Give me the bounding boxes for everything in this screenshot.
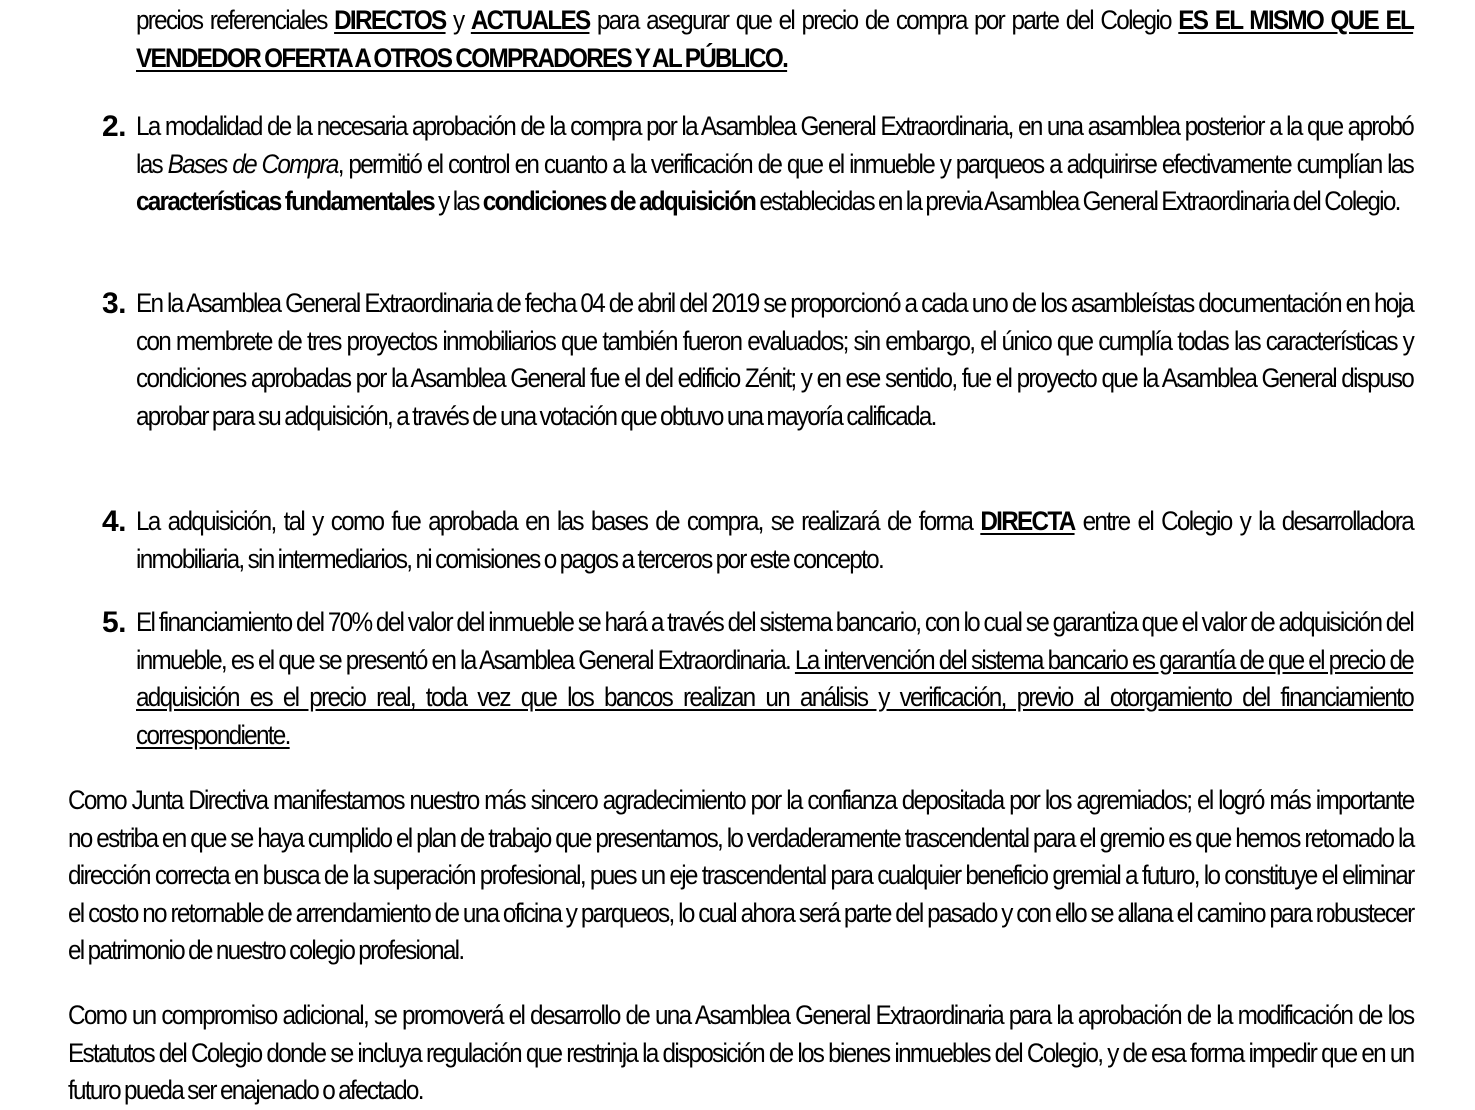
list-item-4: [136, 503, 1413, 578]
item4-text-2: entre el Colegio y la desarrolladora inmobiliaria, sin intermediarios, ni comisiones o pagos a terceros por este concepto.: [136, 506, 1414, 574]
commitment-paragraph-text: Como un compromiso adicional, se promoverá el desarrollo de una Asamblea General Extraordinaria para la aprobación de la modificación de los Estatutos del Colegio donde se incluya regulación que restrinja la disposición de los bienes inmuebles del Colegio, y de esa forma impedir que en un futuro pueda ser enajenado o afectado.: [68, 1000, 1414, 1105]
list-item-2: [136, 108, 1413, 221]
list-number-2: 2.: [102, 110, 127, 143]
item4-bold-directa: DIRECTA: [980, 506, 1075, 536]
item1-text-3: para asegurar que el precio de compra por parte del Colegio: [589, 5, 1179, 35]
item1-text-1: precios referenciales: [136, 5, 335, 35]
item2-bold-caracteristicas: características fundamentales: [136, 186, 434, 216]
closing-paragraph-text: Como Junta Directiva manifestamos nuestro más sincero agradecimiento por la confianza depositada por los agremiados; el logró más importante no estriba en que se haya cumplido el plan de trabajo que presentamos, lo verdaderamente trascendental para el gremio es que hemos retomado la dirección correcta en busca de la superación profesional, pues un eje trascendental para cualquier beneficio gremial a futuro, lo constituye el eliminar el costo no retornable de arrendamiento de una oficina y parqueos, lo cual ahora será parte del pasado y con ello se allana el camino para robustecer el patrimonio de nuestro colegio profesional.: [68, 785, 1414, 965]
commitment-paragraph: [68, 997, 1414, 1110]
list-number-3: 3.: [102, 287, 127, 320]
item1-bold-actuales: ACTUALES: [470, 5, 590, 35]
item4-text-1: La adquisición, tal y como fue aprobada en las bases de compra, se realizará de forma: [136, 506, 981, 536]
item2-italic-bases-de-compra: Bases de Compra: [167, 148, 338, 179]
list-number-5: 5.: [102, 606, 127, 639]
list-item-5: [136, 604, 1413, 754]
item5-underlined-text: La intervención del sistema bancario es garantía de que el precio de adquisición es el precio real, toda vez que los bancos realizan un análisis y verificación, previo al otorgamiento del financiamiento correspondiente.: [136, 644, 1414, 750]
list-item-1-tail: [136, 2, 1413, 77]
closing-paragraph: [68, 782, 1414, 970]
item2-text-3: y las: [433, 186, 483, 216]
item1-bold-es-el-mismo: ES EL MISMO QUE EL VENDEDOR OFERTA A OTROS COMPRADORES Y AL PÚBLICO.: [136, 5, 1414, 73]
item2-text-2: , permitió el control en cuanto a la verificación de que el inmueble y parqueos a adquirirse efectivamente cumplían las: [337, 148, 1414, 179]
item2-bold-condiciones: condiciones de adquisición: [482, 186, 756, 216]
list-item-3: [136, 285, 1413, 435]
item1-text-2: y: [445, 5, 471, 35]
item5-text-1: El financiamiento del 70% del valor del inmueble se hará a través del sistema bancario, con lo cual se garantiza que el valor de adquisición del inmueble, es el que se presentó en la Asamblea General Extraordinaria.: [136, 607, 1414, 675]
item1-bold-directos: DIRECTOS: [334, 5, 446, 35]
item2-text-1: La modalidad de la necesaria aprobación de la compra por la Asamblea General Extraordinaria, en una asamblea posterior a la que aprobó las: [136, 111, 1414, 179]
item2-text-4: establecidas en la previa Asamblea General Extraordinaria del Colegio.: [755, 186, 1400, 216]
item3-text: En la Asamblea General Extraordinaria de fecha 04 de abril del 2019 se proporcionó a cada uno de los asambleístas documentación en hoja con membrete de tres proyectos inmobiliarios que también fueron evaluados; sin embargo, el único que cumplía todas las características y condiciones aprobadas por la Asamblea General fue el del edificio Zénit; y en ese sentido, fue el proyecto que la Asamblea General dispuso aprobar para su adquisición, a través de una votación que obtuvo una mayoría calificada.: [136, 288, 1414, 431]
list-number-4: 4.: [102, 505, 127, 538]
